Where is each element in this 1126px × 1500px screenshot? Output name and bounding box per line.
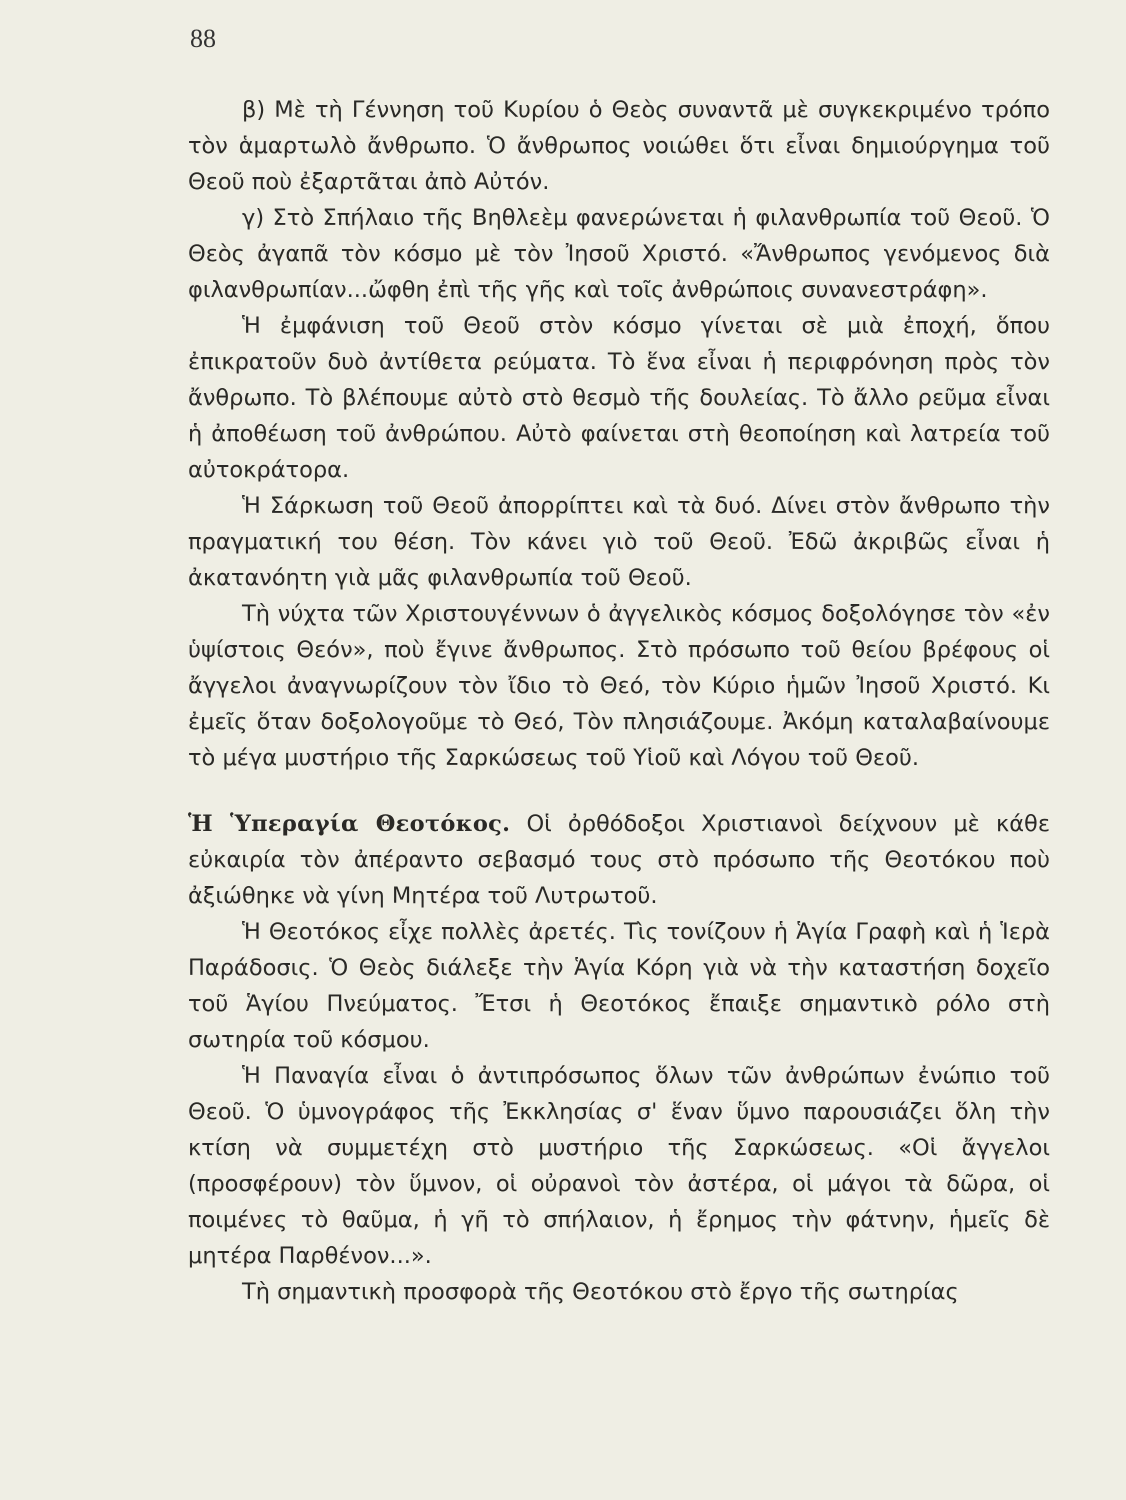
paragraph-christmas-night: Τὴ νύχτα τῶν Χριστουγέννων ὁ ἀγγελικὸς κόσμος δοξολόγησε τὸν «ἐν ὑψίστοις Θεόν», ποὺ ἔγινε ἄνθρωπος. Στὸ πρόσωπο τοῦ θείου βρέφους οἱ ἄγγελοι ἀναγνωρίζουν τὸν ἴδιο τὸ Θεό, τὸν Κύριο ἡμῶν Ἰησοῦ Χριστό. Κι ἐμεῖς ὅταν δοξολογοῦμε τὸ Θεό, Τὸν πλησιάζουμε. Ἀκόμη καταλαβαίνουμε τὸ μέγα μυστήριο τῆς Σαρκώσεως τοῦ Υἱοῦ καὶ Λόγου τοῦ Θεοῦ. bbox=[188, 601, 1050, 771]
paragraph-contribution: Τὴ σημαντικὴ προσφορὰ τῆς Θεοτόκου στὸ ἔργο τῆς σωτηρίας bbox=[242, 1279, 959, 1305]
section-theotokos-lead bbox=[188, 806, 1050, 914]
paragraph-beta: β) Μὲ τὴ Γέννηση τοῦ Κυρίου ὁ Θεὸς συναντᾶ μὲ συγκεκριμένο τρόπο τὸν ἁμαρτωλὸ ἄνθρωπο. Ὁ ἄνθρωπος νοιώθει ὅτι εἶναι δημιούργημα τοῦ Θεοῦ ποὺ ἐξαρτᾶται ἀπὸ Αὐτόν. bbox=[188, 97, 1050, 195]
paragraph-gamma: γ) Στὸ Σπήλαιο τῆς Βηθλεὲμ φανερώνεται ἡ φιλανθρωπία τοῦ Θεοῦ. Ὁ Θεὸς ἀγαπᾶ τὸν κόσμο μὲ τὸν Ἰησοῦ Χριστό. «Ἄνθρωπος γενόμενος διὰ φιλανθρωπίαν...ὤφθη ἐπὶ τῆς γῆς καὶ τοῖς ἀνθρώποις συνανεστράφη». bbox=[188, 205, 1050, 303]
paragraph-virtues: Ἡ Θεοτόκος εἶχε πολλὲς ἀρετές. Τὶς τονίζουν ἡ Ἁγία Γραφὴ καὶ ἡ Ἱερὰ Παράδοσις. Ὁ Θεὸς διάλεξε τὴν Ἁγία Κόρη γιὰ νὰ τὴν καταστήση δοχεῖο τοῦ Ἁγίου Πνεύματος. Ἔτσι ἡ Θεοτόκος ἔπαιξε σημαντικὸ ρόλο στὴ σωτηρία τοῦ κόσμου. bbox=[188, 919, 1050, 1053]
page-number: 88 bbox=[190, 24, 216, 53]
paragraph-appearance: Ἡ ἐμφάνιση τοῦ Θεοῦ στὸν κόσμο γίνεται σὲ μιὰ ἐποχή, ὅπου ἐπικρατοῦν δυὸ ἀντίθετα ρεύματα. Τὸ ἕνα εἶναι ἡ περιφρόνηση πρὸς τὸν ἄνθρωπο. Τὸ βλέπουμε αὐτὸ στὸ θεσμὸ τῆς δουλείας. Τὸ ἄλλο ρεῦμα εἶναι ἡ ἀποθέωση τοῦ ἀνθρώπου. Αὐτὸ φαίνεται στὴ θεοποίηση καὶ λατρεία τοῦ αὐτοκράτορα. bbox=[188, 313, 1050, 483]
section-title: Ἡ Ὑπεραγία Θεοτόκος. bbox=[188, 811, 511, 837]
paragraph-representative: Ἡ Παναγία εἶναι ὁ ἀντιπρόσωπος ὅλων τῶν ἀνθρώπων ἐνώπιο τοῦ Θεοῦ. Ὁ ὑμνογράφος τῆς Ἐκκλησίας σ' ἕναν ὕμνο παρουσιάζει ὅλη τὴν κτίση νὰ συμμετέχη στὸ μυστήριο τῆς Σαρκώσεως. «Οἱ ἄγγελοι (προσφέρουν) τὸν ὕμνον, οἱ οὐρανοὶ τὸν ἀστέρα, οἱ μάγοι τὰ δῶρα, οἱ ποιμένες τὸ θαῦμα, ἡ γῆ τὸ σπήλαιον, ἡ ἔρημος τὴν φάτνην, ἡμεῖς δὲ μητέρα Παρθένον...». bbox=[188, 1063, 1050, 1269]
section-lead-text: Οἱ ὀρθόδοξοι Χριστιανοὶ δείχνουν μὲ κάθε εὐκαιρία τὸν ἀπέραντο σεβασμό τους στὸ πρόσωπο τῆς Θεοτόκου ποὺ ἀξιώθηκε νὰ γίνη Μητέρα τοῦ Λυτρωτοῦ. bbox=[188, 811, 1050, 909]
body-text bbox=[188, 92, 1050, 1310]
paragraph-incarnation: Ἡ Σάρκωση τοῦ Θεοῦ ἀπορρίπτει καὶ τὰ δυό. Δίνει στὸν ἄνθρωπο τὴν πραγματική του θέση. Τὸν κάνει γιὸ τοῦ Θεοῦ. Ἐδῶ ἀκριβῶς εἶναι ἡ ἀκατανόητη γιὰ μᾶς φιλανθρωπία τοῦ Θεοῦ. bbox=[188, 493, 1050, 591]
